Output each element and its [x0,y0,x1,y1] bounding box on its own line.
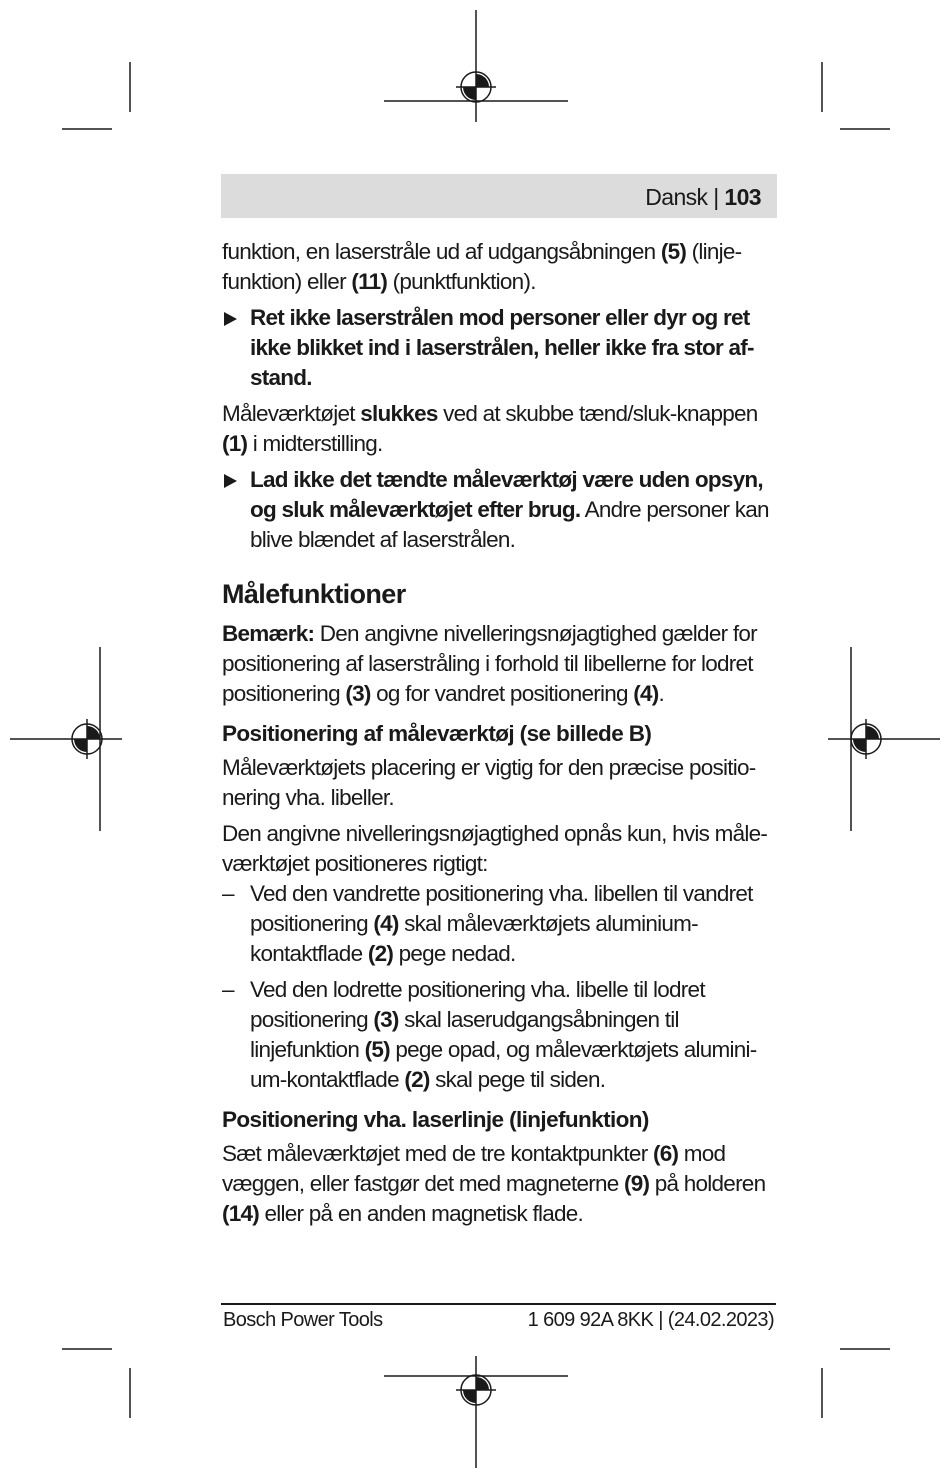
page-header [221,174,777,218]
warning-triangle-icon [224,474,237,488]
ref-number: (5) [364,1037,390,1062]
text: Ved den lodrette positionering vha. libelle til lodret positionering [250,977,705,1032]
ref-number: (4) [373,911,399,936]
text: ved at skubbe tænd/sluk-knappen [437,401,758,426]
text: på holderen [649,1171,766,1196]
paragraph-mounting [222,1139,778,1229]
text: pege nedad. [393,941,516,966]
warning-laser-eyes [222,303,778,393]
header-language: Dansk [645,184,708,210]
text: Måleværktøjet [222,401,361,426]
ref-number: (3) [345,681,371,706]
text: mod væggen, eller fastgør det med magneterne [222,1141,726,1196]
paragraph-note [222,619,778,709]
text: . [658,681,665,706]
ref-number: (14) [222,1201,260,1226]
warning-text: Ret ikke laserstrålen mod personer eller dyr og ret ikke blikket ind i laserstrålen, heller ikke fra stor af-stand. [250,305,754,390]
list-item [222,879,778,969]
list-dash: – [222,881,234,906]
text: skal laserudgangsåbningen til linjefunktion [250,1007,679,1062]
note-label: Bemærk: [222,621,315,646]
paragraph-accuracy: Den angivne nivelleringsnøjagtighed opnås kun, hvis måle-værktøjet positioneres rigtigt: [222,821,768,876]
header-text [645,184,761,210]
text: Sæt måleværktøjet med de tre kontaktpunkter [222,1141,653,1166]
text: eller på en anden magnetisk flade. [259,1201,583,1226]
emphasis: slukkes [360,401,438,426]
page-body [222,237,778,1235]
warning-text: Lad ikke det tændte måleværktøj være uden opsyn, og sluk måleværktøjet efter brug. [250,467,763,522]
paragraph-placement: Måleværktøjets placering er vigtig for den præcise positio-nering vha. libeller. [222,755,756,810]
ref-number: (6) [652,1141,679,1166]
paragraph-switch-off [222,399,778,459]
text: (linje-funktion) eller [222,239,742,294]
text: i midterstilling. [247,431,383,456]
ref-number: (1) [222,431,248,456]
ref-number: (4) [633,681,659,706]
subheading-laser-line: Positionering vha. laserlinje (linjefunktion) [222,1107,649,1132]
text: skal måleværktøjets aluminium-kontaktflade [250,911,698,966]
text: Andre personer kan blive blændet af laserstrålen. [250,497,769,552]
paragraph-intro [222,237,778,297]
warning-triangle-icon [224,312,237,326]
text: og for vandret positionering [370,681,634,706]
subheading-positioning-tool: Positionering af måleværktøj (se billede B) [222,721,652,746]
list-item [222,975,778,1095]
header-separator: | [713,184,719,210]
page-number: 103 [724,184,761,210]
ref-number: (9) [623,1171,650,1196]
ref-number: (2) [367,941,394,966]
footer-doc-number: 1 609 92A 8KK | (24.02.2023) [527,1309,774,1331]
footer-brand: Bosch Power Tools [223,1309,383,1331]
ref-number: (5) [660,239,687,264]
ref-number: (2) [404,1067,430,1092]
warning-unattended [222,465,778,555]
text: Ved den vandrette positionering vha. libellen til vandret positionering [250,881,753,936]
section-heading: Målefunktioner [222,579,406,609]
text: Den angivne nivelleringsnøjagtighed gælder for positionering af laserstråling i forhold til libellerne for lodret positionering [222,621,757,706]
list-dash: – [222,977,234,1002]
ref-number: (3) [373,1007,399,1032]
text: (punktfunktion). [387,269,536,294]
text: pege opad, og måleværktøjets alumini-um-kontaktflade [250,1037,757,1092]
footer-rule [221,1303,776,1305]
text: skal pege til siden. [429,1067,606,1092]
text: funktion, en laserstråle ud af udgangsåbningen [222,239,661,264]
ref-number: (11) [351,269,388,294]
